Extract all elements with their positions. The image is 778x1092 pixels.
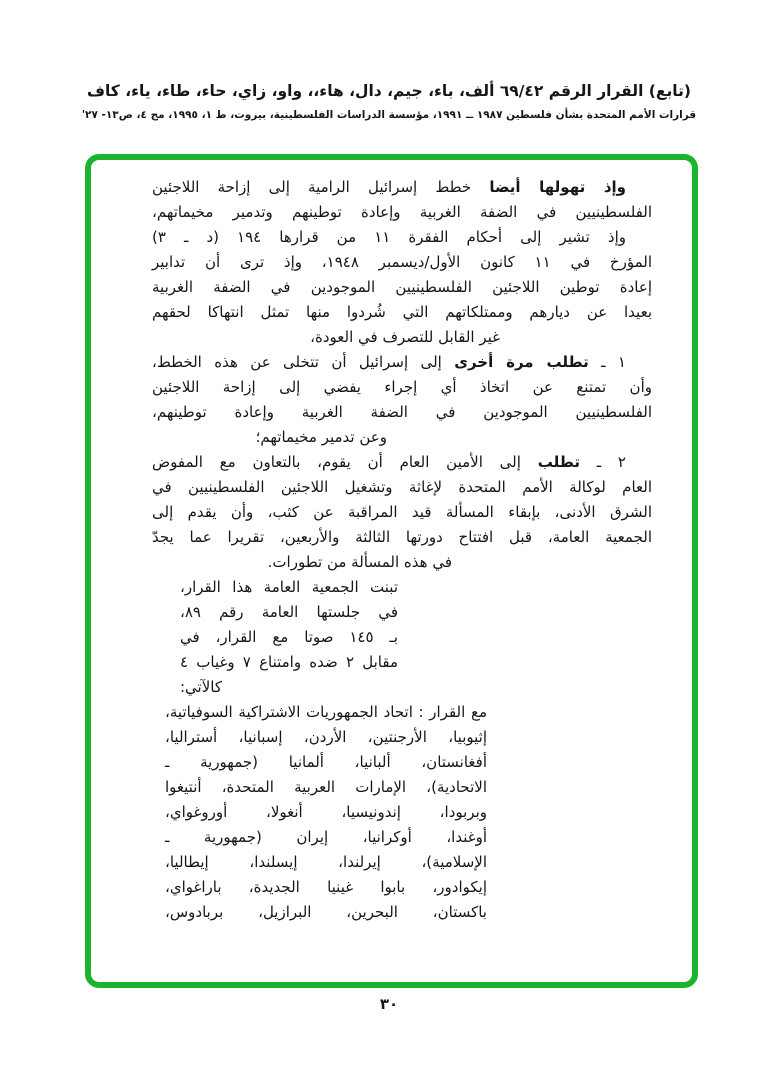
text-line xyxy=(152,525,652,550)
text-line xyxy=(152,400,652,425)
text-line xyxy=(152,325,652,350)
body-text: مقابل ٢ ضده وامتناع ٧ وغياب ٤ xyxy=(180,653,399,671)
text-line xyxy=(152,250,652,275)
text-line xyxy=(152,450,652,475)
body-text: كالآتي: xyxy=(180,678,222,696)
countries-in-favor xyxy=(165,700,487,925)
text-line xyxy=(152,200,652,225)
body-text: الشرق الأدنى، بإبقاء المسألة قيد المراقبة عن كثب، وأن يقدم إلى xyxy=(152,503,652,521)
text-line xyxy=(180,650,398,675)
text-line xyxy=(165,850,487,875)
resolution-body xyxy=(152,175,652,925)
text-line xyxy=(152,425,652,450)
body-text: باكستان، البحرين، البرازيل، بربادوس، xyxy=(165,903,487,921)
body-text: الجمعية العامة، قبل افتتاح دورتها الثالثة والأربعين، تقريرا عما يجدّ xyxy=(152,528,652,546)
body-text: في هذه المسألة من تطورات. xyxy=(267,553,452,571)
body-text: إعادة توطين اللاجئين الفلسطينيين الموجودين في الضفة الغربية xyxy=(152,278,652,296)
text-line xyxy=(165,900,487,925)
text-line xyxy=(152,225,652,250)
body-text: الفلسطينيين الموجودين في الضفة الغربية وإعادة توطينهم، xyxy=(152,403,652,421)
body-text: في جلستها العامة رقم ٨٩، xyxy=(180,603,398,621)
body-text: إلى إسرائيل أن تتخلى عن هذه الخطط، xyxy=(152,353,455,371)
body-text: إلى الأمين العام أن يقوم، بالتعاون مع المفوض xyxy=(152,453,538,471)
body-text: إثيوبيا، الأرجنتين، الأردن، إسبانيا، أستراليا، xyxy=(165,728,487,746)
body-text: بـ ١٤٥ صوتا مع القرار، في xyxy=(180,628,398,646)
body-text: غير القابل للتصرف في العودة، xyxy=(310,328,500,346)
body-text: أفغانستان، ألبانيا، ألمانيا (جمهورية ـ xyxy=(165,753,487,771)
body-text: الفلسطينيين في الضفة الغربية وإعادة توطينهم وتدمير مخيماتهم، xyxy=(152,203,652,221)
text-line xyxy=(152,275,652,300)
text-line xyxy=(180,625,398,650)
text-line xyxy=(165,825,487,850)
body-text: تبنت الجمعية العامة هذا القرار، xyxy=(180,578,398,596)
text-line xyxy=(180,675,398,700)
source-citation: قرارات الأمم المتحدة بشأن فلسطين ١٩٨٧ ــ ١٩٩١، مؤسسة الدراسات الفلسطينية، بيروت، ط ١، ١٩٩٥، مج ٤، ص١٣- ٢٧' xyxy=(81,109,697,121)
text-line xyxy=(165,800,487,825)
body-text: وبربودا، إندونيسيا، أنغولا، أوروغواي، xyxy=(165,803,487,821)
text-line xyxy=(165,775,487,800)
body-text: إيكوادور، بابوا غينيا الجديدة، باراغواي، xyxy=(165,878,487,896)
body-text: الاتحادية)، الإمارات العربية المتحدة، أنتيغوا xyxy=(165,778,487,796)
text-line xyxy=(152,175,652,200)
resolution-paragraphs xyxy=(152,175,652,575)
emphasized-text: تطلب مرة أخرى xyxy=(454,353,589,371)
body-text: العام لوكالة الأمم المتحدة لإغاثة وتشغيل اللاجئين الفلسطينيين في xyxy=(152,478,652,496)
body-text: أوغندا، أوكرانيا، إيران (جمهورية ـ xyxy=(165,828,487,846)
text-line xyxy=(152,500,652,525)
text-line xyxy=(165,725,487,750)
text-line xyxy=(152,300,652,325)
body-text: ١ ـ xyxy=(588,353,626,371)
emphasized-text: وإذ تهولها أيضا xyxy=(489,178,626,196)
vote-record xyxy=(180,575,398,700)
text-line xyxy=(180,600,398,625)
body-text: المؤرخ في ١١ كانون الأول/ديسمبر ١٩٤٨، وإذ ترى أن تدابير xyxy=(152,253,653,271)
emphasized-text: تطلب xyxy=(537,453,580,471)
body-text: خطط إسرائيل الرامية إلى إزاحة اللاجئين xyxy=(152,178,490,196)
text-line xyxy=(152,350,652,375)
body-text: وإذ تشير إلى أحكام الفقرة ١١ من قرارها ١٩٤ (د ـ ٣) xyxy=(152,228,626,246)
body-text: وأن تمتنع عن اتخاذ أي إجراء يفضي إلى إزاحة اللاجئين xyxy=(152,378,652,396)
text-line xyxy=(152,375,652,400)
text-line xyxy=(152,550,652,575)
body-text: وعن تدمير مخيماتهم؛ xyxy=(255,428,387,446)
page-header xyxy=(20,82,758,121)
body-text: ٢ ـ xyxy=(579,453,626,471)
resolution-title: (تابع) القرار الرقم ٦٩/٤٢ ألف، باء، جيم، دال، هاء،، واو، زاي، حاء، طاء، ياء، كاف xyxy=(86,82,691,100)
text-line xyxy=(165,700,487,725)
text-line xyxy=(165,875,487,900)
body-text: مع القرار : اتحاد الجمهوريات الاشتراكية السوفياتية، xyxy=(165,703,487,721)
text-line xyxy=(180,575,398,600)
text-line xyxy=(165,750,487,775)
body-text: الإسلامية)، إيرلندا، إيسلندا، إيطاليا، xyxy=(165,853,487,871)
body-text: بعيدا عن ديارهم وممتلكاتهم التي شُردوا منها تمثل انتهاكا لحقهم xyxy=(152,303,652,321)
text-line xyxy=(152,475,652,500)
page-number: ٣٠ xyxy=(379,995,399,1013)
